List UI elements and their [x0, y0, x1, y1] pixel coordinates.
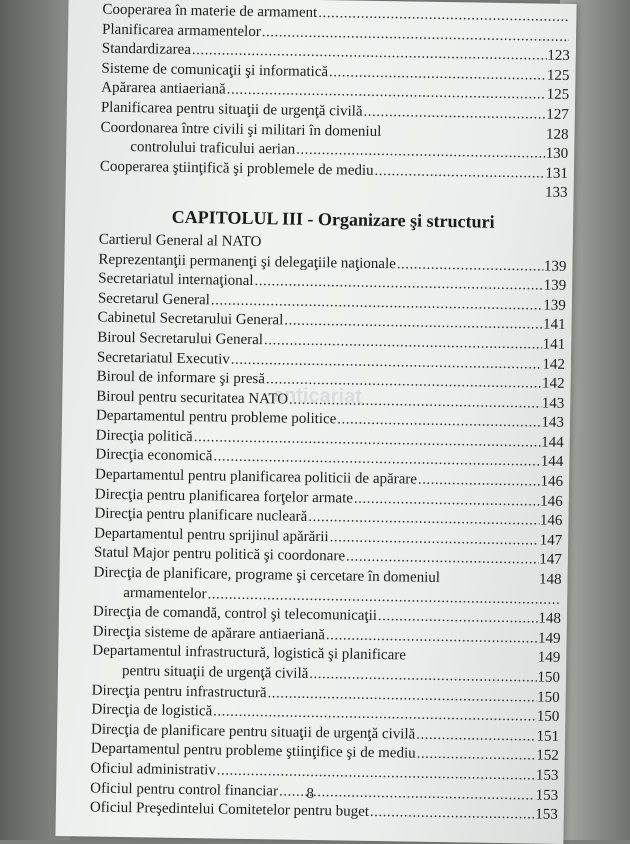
- toc-entry-title: pentru situaţii de urgenţă civilă: [121, 662, 309, 682]
- toc-entry-title: Departamentul pentru probleme ştiinţifice şi de mediu: [90, 740, 416, 762]
- page-number: 8: [306, 785, 315, 803]
- toc-entry-page: 143: [541, 414, 565, 432]
- toc-entry-page: 153: [535, 767, 559, 784]
- toc-entry-title: Secretariatul internaţional: [98, 270, 254, 290]
- toc-entry-title: Direcţia de planificare pentru situaţii de urgenţă civilă: [90, 721, 416, 743]
- toc-entry-title: Oficiul pentru control financiar: [90, 780, 279, 800]
- dot-leader: [407, 660, 537, 662]
- toc-entry-page: 149: [537, 630, 561, 647]
- toc-entry-page: 152: [536, 747, 559, 765]
- toc-entry-page: 139: [543, 297, 566, 314]
- toc-entry-page: 123: [547, 47, 570, 65]
- toc-entry-title: Biroul pentru securitatea NATO: [96, 388, 289, 408]
- toc-section-previous: [99, 0, 570, 204]
- toc-entry-title: Departamentul pentru probleme politice: [95, 407, 337, 428]
- toc-entry-title: Standardizarea: [101, 40, 192, 59]
- toc-entry-title: Cabinetul Secretarului General: [97, 309, 284, 329]
- toc-entry-title: Apărarea antiaeriană: [101, 79, 226, 98]
- toc-entry-page: 148: [538, 610, 562, 628]
- toc-entry-page: 153: [535, 787, 559, 804]
- toc-entry-page: 127: [546, 106, 569, 123]
- dot-leader: [418, 471, 540, 493]
- toc-entry-page: 141: [542, 316, 566, 334]
- toc-entry-title: Planificarea armamentelor: [101, 21, 261, 40]
- dot-leader: [262, 246, 565, 251]
- toc-entry-page: 149: [537, 649, 561, 667]
- toc-entry-title: Cooperarea ştiinţifică şi problemele de mediu: [99, 158, 374, 179]
- toc-entry-title: Planificarea pentru situaţii de urgenţă civilă: [100, 99, 363, 120]
- toc-entry-title: Statul Major pentru politică şi coordonare: [93, 544, 346, 565]
- toc-entry-title: Coordonarea între civili şi militari în domeniul: [100, 119, 382, 140]
- toc-entry-title: Direcţia politică: [95, 427, 193, 445]
- toc-entry-page: 150: [537, 689, 560, 706]
- toc-entry-title: Direcţia economică: [95, 447, 213, 465]
- toc-entry-page: 125: [546, 67, 570, 84]
- dot-leader: [441, 582, 538, 584]
- toc-entry-page: 131: [545, 165, 569, 182]
- dot-leader: [378, 607, 538, 629]
- toc-entry-page: 146: [540, 473, 564, 490]
- toc-entry-page: 130: [545, 145, 569, 163]
- toc-entry-title: Direcţia pentru infrastructură: [91, 682, 267, 701]
- toc-entry-title: Reprezentanţii permanenţi şi delegaţiile naţionale: [98, 251, 396, 272]
- toc-entry-title: Departamentul pentru sprijinul apărării: [94, 525, 329, 546]
- toc-entry-page: 143: [541, 395, 565, 412]
- dot-leader: [416, 725, 536, 746]
- toc-entry-title: Biroul de informare şi presă: [96, 368, 266, 388]
- toc-entry-page: 139: [543, 277, 567, 295]
- toc-entry-title: Oficiul administrativ: [90, 760, 216, 779]
- chapter-heading: CAPITOLUL III - Organizare şi structuri: [171, 206, 495, 232]
- toc-entry-page: 150: [536, 708, 560, 726]
- toc-entry-title: Direcţia de comandă, control şi telecomunicaţii: [92, 603, 378, 625]
- dot-leader: [382, 136, 545, 139]
- toc-entry-page: 147: [539, 551, 562, 569]
- toc-entry-page: 141: [542, 336, 566, 353]
- dot-leader: [417, 745, 536, 766]
- toc-entry-page: 147: [539, 532, 563, 549]
- toc-entry-page: 146: [539, 512, 563, 530]
- dot-leader: [101, 190, 544, 197]
- toc-entry-title: Cooperarea în materie de armament: [102, 1, 318, 21]
- toc-entry-title: Departamentul infrastructură, logistică şi planificare: [92, 642, 407, 664]
- toc-entry-page: 142: [541, 375, 565, 392]
- toc-entry-title: Direcţia pentru planificarea forţelor armate: [94, 486, 354, 507]
- toc-entry-page: 133: [544, 184, 568, 202]
- toc-entry-page: 151: [536, 728, 560, 745]
- toc-entry-page: 148: [538, 571, 562, 588]
- toc-entry-title: Direcţia de logistică: [91, 701, 213, 720]
- toc-entry-page: 150: [537, 669, 561, 686]
- toc-entry-title: Oficiul Preşedintelui Comitetelor pentru buget: [89, 799, 370, 821]
- toc-entry-title: Departamentul pentru planificarea politicii de apărare: [94, 466, 418, 488]
- toc-entry-title: Cartierul General al NATO: [98, 231, 262, 251]
- dot-leader: [374, 162, 544, 184]
- toc-entry-title: Biroul Secretarului General: [97, 329, 264, 349]
- toc-entry-page: 128: [545, 126, 569, 143]
- dot-leader: [370, 803, 535, 825]
- toc-entry-page: 144: [540, 454, 564, 471]
- toc-entry-title: Direcţia sisteme de apărare antiaeriană: [92, 623, 326, 643]
- dot-leader: [397, 255, 543, 277]
- toc-section-chapter-3: [90, 231, 567, 826]
- toc-entry-page: 139: [543, 258, 567, 275]
- toc-entry-title: armamentelor: [123, 584, 207, 602]
- toc-entry-title: Direcţia pentru planificare nucleară: [94, 505, 308, 526]
- toc-entry-title: Sisteme de comunicaţii şi informatică: [101, 60, 329, 80]
- toc-entry-page: 146: [540, 493, 563, 510]
- toc-entry-page: 153: [535, 806, 558, 824]
- toc-entry-title: Direcţia de planificare, programe şi cercetare în domeniul: [93, 564, 441, 586]
- toc-entry-page: 125: [546, 86, 570, 104]
- book-page: [55, 0, 576, 844]
- toc-entry-page: 144: [541, 434, 564, 451]
- toc-entry-title: Secretariatul Executiv: [96, 349, 230, 368]
- toc-entry-title: Secretarul General: [97, 290, 211, 309]
- toc-entry-page: 142: [542, 356, 566, 373]
- watermark-logo: anticariat: [272, 384, 363, 408]
- toc-entry-title: controlului traficului aerian: [130, 139, 296, 158]
